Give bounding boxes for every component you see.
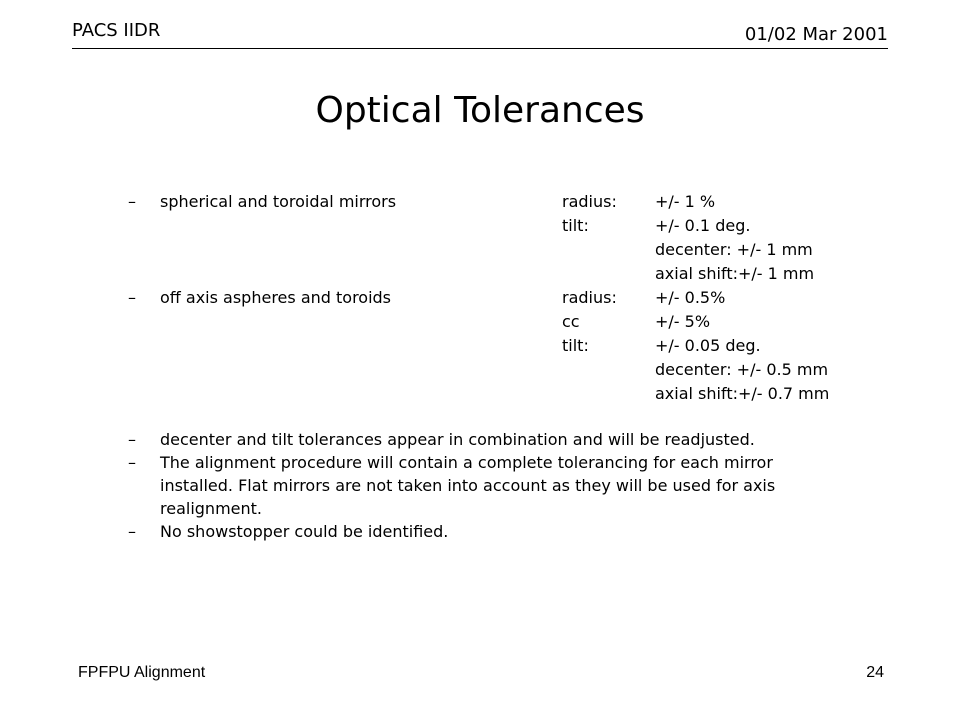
group1-row-1 — [128, 190, 848, 214]
param-label: radius: — [562, 192, 617, 211]
param-label: tilt: — [562, 216, 589, 235]
slide-content — [128, 190, 848, 543]
param-label: tilt: — [562, 336, 589, 355]
bullet-item — [128, 451, 848, 520]
group1-row-4 — [128, 262, 848, 286]
group2-row-1 — [128, 286, 848, 310]
bullet-text: The alignment procedure will contain a complete tolerancing for each mirror installed. Flat mirrors are not taken into account as they will be used for axis realignment. — [160, 453, 776, 518]
param-value: +/- 5% — [655, 312, 711, 331]
group2-row-3 — [128, 334, 848, 358]
header-left: PACS IIDR — [72, 20, 161, 41]
param-label: cc — [562, 312, 580, 331]
slide-title: Optical Tolerances — [315, 90, 645, 131]
header-rule — [72, 48, 888, 49]
bullet-text: decenter and tilt tolerances appear in combination and will be readjusted. — [160, 430, 755, 449]
group2-row-5 — [128, 382, 848, 406]
param-value: axial shift:+/- 0.7 mm — [655, 384, 830, 403]
group1-label: spherical and toroidal mirrors — [160, 192, 397, 211]
bullet-dash: – — [128, 453, 136, 472]
param-value: axial shift:+/- 1 mm — [655, 264, 815, 283]
param-value: +/- 1 % — [655, 192, 716, 211]
param-label: radius: — [562, 288, 617, 307]
bullet-dash: – — [128, 192, 136, 211]
bullet-item — [128, 520, 848, 543]
group2-row-4 — [128, 358, 848, 382]
bullet-dash: – — [128, 430, 136, 449]
page-number: 24 — [866, 664, 884, 681]
header-date: 01/02 Mar 2001 — [744, 24, 888, 45]
param-value: +/- 0.1 deg. — [655, 216, 751, 235]
group2-label: off axis aspheres and toroids — [160, 288, 392, 307]
footer-left: FPFPU Alignment — [78, 664, 206, 681]
param-value: +/- 0.5% — [655, 288, 726, 307]
bullet-item — [128, 428, 848, 451]
bullet-dash: – — [128, 522, 136, 541]
param-value: +/- 0.05 deg. — [655, 336, 761, 355]
param-value: decenter: +/- 0.5 mm — [655, 360, 829, 379]
group1-row-2 — [128, 214, 848, 238]
group1-row-3 — [128, 238, 848, 262]
group2-row-2 — [128, 310, 848, 334]
param-value: decenter: +/- 1 mm — [655, 240, 813, 259]
bullet-dash: – — [128, 288, 136, 307]
bullet-text: No showstopper could be identified. — [160, 522, 449, 541]
